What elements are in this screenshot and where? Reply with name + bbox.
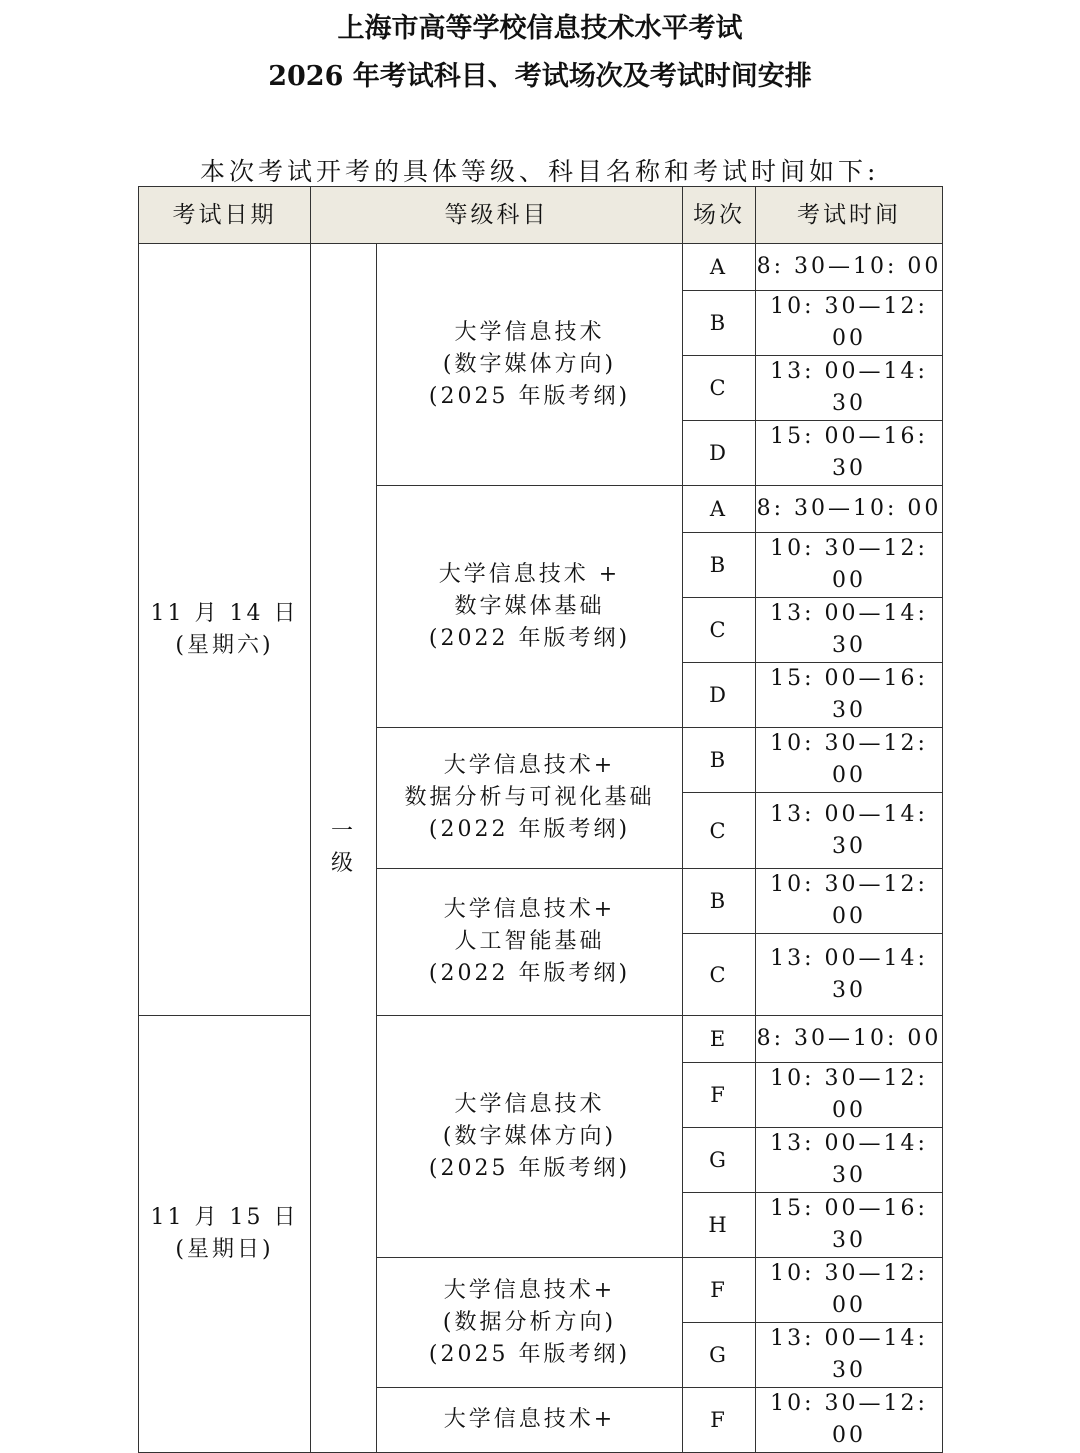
session-cell: E: [683, 1016, 756, 1063]
level-text: 级: [330, 851, 356, 876]
subject-line: (2022 年版考纲): [428, 817, 631, 842]
subject-cell: [377, 1016, 683, 1258]
header-date: 考试日期: [139, 187, 311, 244]
session-cell: C: [683, 598, 756, 663]
date-text: 11 月 15 日: [150, 1205, 299, 1230]
schedule-table: [138, 186, 943, 1453]
subject-line: (2022 年版考纲): [428, 625, 631, 651]
subject-line: 数字媒体基础: [454, 593, 605, 619]
header-session: 场次: [683, 187, 756, 244]
intro-text: 本次考试开考的具体等级、科目名称和考试时间如下:: [200, 157, 880, 186]
session-cell: B: [683, 291, 756, 356]
time-cell: 10: 30—12: 00: [756, 291, 943, 356]
subject-line: 大学信息技术: [454, 1091, 605, 1117]
time-cell: 10: 30—12: 00: [756, 1388, 943, 1453]
subject-line: (2025 年版考纲): [428, 1155, 631, 1181]
subject-line: (2022 年版考纲): [428, 961, 631, 986]
time-cell: 13: 00—14: 30: [756, 1128, 943, 1193]
weekday-text: (星期日): [175, 1237, 274, 1262]
subject-cell: [377, 869, 683, 1016]
header-subject: 等级科目: [311, 187, 683, 244]
time-cell: 13: 00—14: 30: [756, 356, 943, 421]
document-title: 上海市高等学校信息技术水平考试: [337, 13, 743, 44]
session-cell: F: [683, 1258, 756, 1323]
session-cell: C: [683, 356, 756, 421]
session-cell: D: [683, 421, 756, 486]
session-cell: B: [683, 728, 756, 793]
subject-line: 大学信息技术+: [443, 753, 616, 778]
subject-line: (数字媒体方向): [442, 351, 617, 377]
header-row: [139, 187, 943, 244]
session-cell: H: [683, 1193, 756, 1258]
subject-line: 人工智能基础: [454, 929, 605, 954]
subject-cell: [377, 486, 683, 728]
time-cell: 13: 00—14: 30: [756, 934, 943, 1016]
subject-line: 大学信息技术+: [443, 897, 616, 922]
header-time: 考试时间: [756, 187, 943, 244]
time-cell: 10: 30—12: 00: [756, 1063, 943, 1128]
subject-line: 大学信息技术 +: [438, 561, 621, 587]
date-text: 11 月 14 日: [150, 600, 299, 626]
time-cell: 15: 00—16: 30: [756, 421, 943, 486]
date-cell: [139, 244, 311, 1016]
subject-cell: [377, 728, 683, 869]
subject-line: 大学信息技术: [454, 319, 605, 345]
date-cell: [139, 1016, 311, 1453]
session-cell: B: [683, 869, 756, 934]
subject-line: (2025 年版考纲): [428, 1341, 631, 1367]
time-cell: 15: 00—16: 30: [756, 1193, 943, 1258]
weekday-text: (星期六): [175, 632, 274, 658]
subject-line: (数字媒体方向): [442, 1123, 617, 1149]
subject-cell: [377, 1388, 683, 1453]
session-cell: G: [683, 1128, 756, 1193]
session-cell: D: [683, 663, 756, 728]
level-text: 一: [330, 819, 356, 844]
time-cell: 10: 30—12: 00: [756, 1258, 943, 1323]
session-cell: C: [683, 934, 756, 1016]
time-cell: 10: 30—12: 00: [756, 869, 943, 934]
table-row: [139, 244, 943, 291]
time-cell: 10: 30—12: 00: [756, 533, 943, 598]
time-cell: 8: 30—10: 00: [756, 1016, 943, 1063]
time-cell: 13: 00—14: 30: [756, 598, 943, 663]
session-cell: G: [683, 1323, 756, 1388]
subject-line: (数据分析方向): [442, 1309, 617, 1335]
session-cell: F: [683, 1063, 756, 1128]
time-cell: 8: 30—10: 00: [756, 244, 943, 291]
session-cell: A: [683, 486, 756, 533]
time-cell: 13: 00—14: 30: [756, 793, 943, 869]
table-row: [139, 1016, 943, 1063]
time-cell: 10: 30—12: 00: [756, 728, 943, 793]
time-cell: 15: 00—16: 30: [756, 663, 943, 728]
subject-line: (2025 年版考纲): [428, 383, 631, 409]
subject-cell: [377, 244, 683, 486]
level-cell: [311, 244, 377, 1453]
document-subtitle: 2026 年考试科目、考试场次及考试时间安排: [268, 61, 812, 92]
time-cell: 13: 00—14: 30: [756, 1323, 943, 1388]
session-cell: C: [683, 793, 756, 869]
time-cell: 8: 30—10: 00: [756, 486, 943, 533]
subject-line: 大学信息技术+: [443, 1407, 616, 1432]
subject-line: 大学信息技术+: [443, 1277, 616, 1303]
session-cell: F: [683, 1388, 756, 1453]
session-cell: B: [683, 533, 756, 598]
subject-line: 数据分析与可视化基础: [404, 785, 655, 810]
session-cell: A: [683, 244, 756, 291]
subject-cell: [377, 1258, 683, 1388]
